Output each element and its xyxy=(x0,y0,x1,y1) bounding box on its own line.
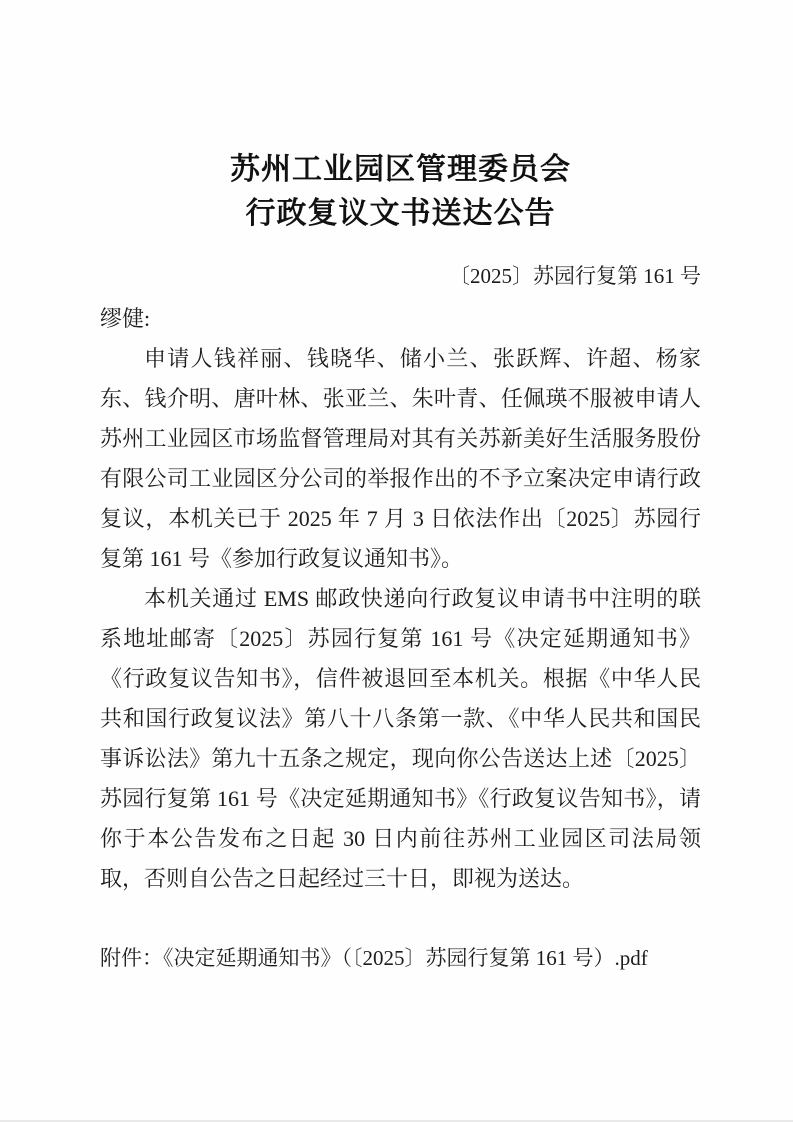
document-title-line2: 行政复议文书送达公告 xyxy=(245,197,556,230)
document-content xyxy=(100,148,701,975)
body-paragraph-2: 本机关通过 EMS 邮政快递向行政复议申请书中注明的联系地址邮寄〔2025〕苏园行复第 161 号《决定延期通知书》《行政复议告知书》，信件被退回至本机关。根据《中华人民共和国行政复议法》第八十八条第一款、《中华人民共和国民事诉讼法》第九十五条之规定，现向你公告送达上述〔2025〕苏园行复第 161 号《决定延期通知书》《行政复议告知书》，请你于本公告发布之日起 30 日内前往苏州工业园区司法局领取，否则自公告之日起经过三十日，即视为送达。 xyxy=(100,586,701,891)
attachment-line: 附件：《决定延期通知书》（〔2025〕苏园行复第 161 号）.pdf xyxy=(100,946,648,970)
body-paragraph-1: 申请人钱祥丽、钱晓华、储小兰、张跃辉、许超、杨家东、钱介明、唐叶林、张亚兰、朱叶青、任佩瑛不服被申请人苏州工业园区市场监督管理局对其有关苏新美好生活服务股份有限公司工业园区分公司的举报作出的不予立案决定申请行政复议，本机关已于 2025 年 7 月 3 日依法作出〔2025〕苏园行复第 161 号《参加行政复议通知书》。 xyxy=(100,346,701,571)
document-title-line1: 苏州工业园区管理委员会 xyxy=(230,153,571,186)
recipient-line: 缪健: xyxy=(100,306,151,331)
document-number: 〔2025〕苏园行复第 161 号 xyxy=(449,264,701,288)
